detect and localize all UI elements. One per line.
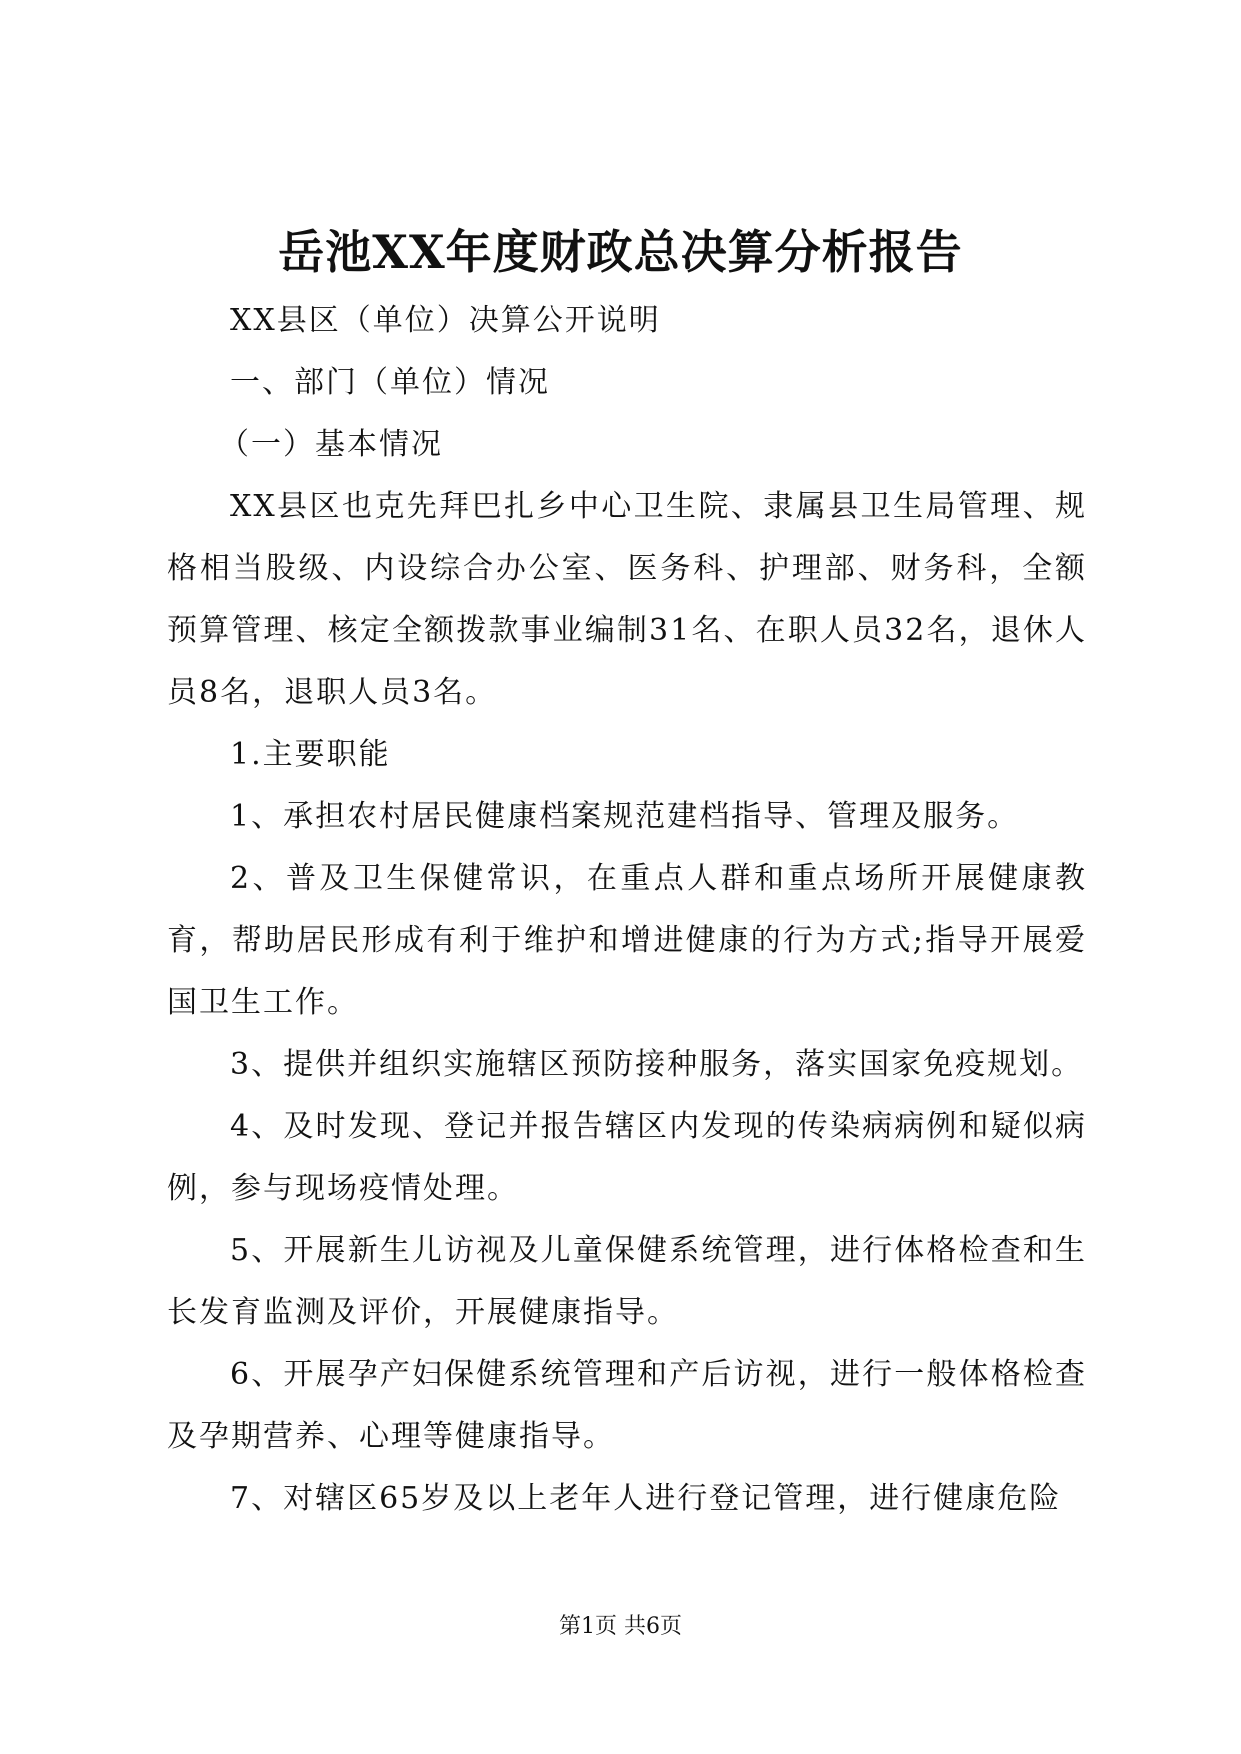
paragraph: 7、对辖区65岁及以上老年人进行登记管理，进行健康危险 xyxy=(230,1481,1062,1516)
paragraph: 1、承担农村居民健康档案规范建档指导、管理及服务。 xyxy=(230,799,1020,834)
document-body xyxy=(167,290,1087,1530)
paragraph: 3、提供并组织实施辖区预防接种服务，落实国家免疫规划。 xyxy=(230,1047,1084,1082)
page-footer: 第1页 共6页 xyxy=(559,1614,682,1639)
paragraph: 5、开展新生儿访视及儿童保健系统管理，进行体格检查和生长发育监测及评价，开展健康指导。 xyxy=(167,1233,1087,1330)
paragraph: XX县区（单位）决算公开说明 xyxy=(230,303,661,338)
paragraph: 一、部门（单位）情况 xyxy=(230,365,550,400)
paragraph: （一）基本情况 xyxy=(219,427,443,462)
paragraph: XX县区也克先拜巴扎乡中心卫生院、隶属县卫生局管理、规格相当股级、内设综合办公室、医务科、护理部、财务科，全额预算管理、核定全额拨款事业编制31名、在职人员32名，退休人员8名，退职人员3名。 xyxy=(167,489,1087,710)
document-title: 岳池XX年度财政总决算分析报告 xyxy=(278,225,963,279)
paragraph: 2、普及卫生保健常识，在重点人群和重点场所开展健康教育，帮助居民形成有利于维护和增进健康的行为方式;指导开展爱国卫生工作。 xyxy=(167,861,1087,1020)
paragraph: 1.主要职能 xyxy=(230,737,391,772)
paragraph: 4、及时发现、登记并报告辖区内发现的传染病病例和疑似病例，参与现场疫情处理。 xyxy=(167,1109,1087,1206)
paragraph: 6、开展孕产妇保健系统管理和产后访视，进行一般体格检查及孕期营养、心理等健康指导。 xyxy=(167,1357,1087,1454)
